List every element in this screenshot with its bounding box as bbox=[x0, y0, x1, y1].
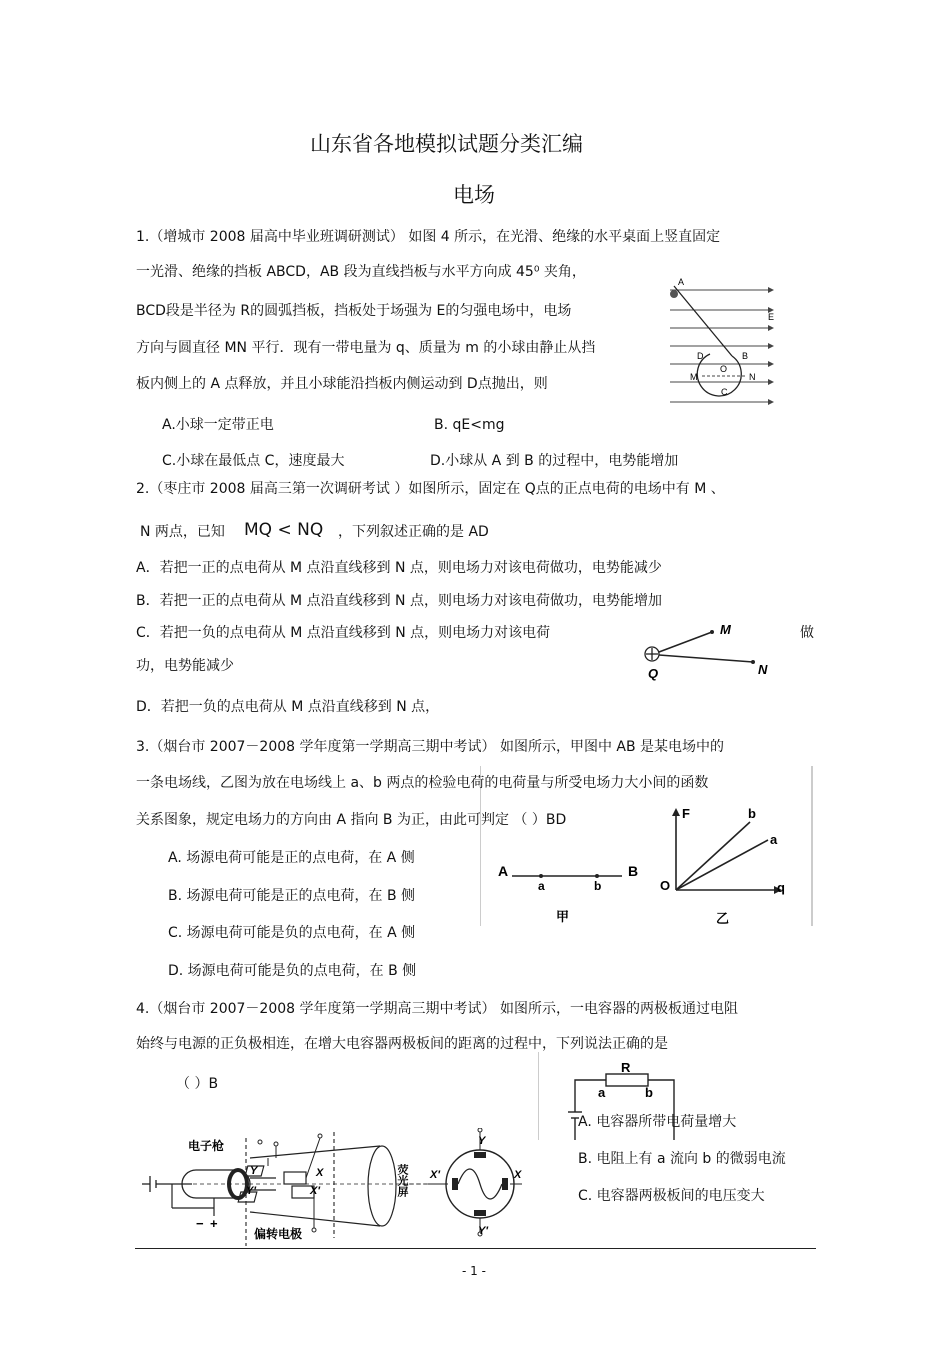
fig1-label-o: O bbox=[720, 364, 728, 374]
q2-option-b: B．若把一正的点电荷从 M 点沿直线移到 N 点，则电场力对该电荷做功，电势能增加 bbox=[136, 593, 662, 609]
screen-label-xp: X′ bbox=[430, 1169, 440, 1181]
q3-option-d: D. 场源电荷可能是负的点电荷，在 B 侧 bbox=[168, 963, 417, 979]
circuit-label-r: R bbox=[621, 1060, 631, 1075]
q4-line1: 4.（烟台市 2007－2008 学年度第一学期高三期中考试） 如图所示，一电容器的两极板通过电阻 bbox=[136, 1001, 738, 1017]
crt-oscilloscope-figure bbox=[142, 1128, 547, 1246]
fig3-line-a: a bbox=[770, 832, 778, 847]
fig3-line-b: b bbox=[748, 806, 756, 821]
q1-line4: 方向与圆直径 MN 平行．现有一带电量为 q、质量为 m 的小球由静止从挡 bbox=[136, 340, 596, 356]
fig1-label-n: N bbox=[749, 372, 756, 382]
crt-label-yp: Y′ bbox=[246, 1185, 256, 1197]
fig1-label-m: M bbox=[690, 372, 698, 382]
q4-answer: （ ）B bbox=[176, 1076, 219, 1092]
fig3-origin: O bbox=[660, 878, 671, 893]
screen-label-x: X bbox=[514, 1169, 522, 1181]
crt-label-gun: 电子枪 bbox=[188, 1139, 225, 1153]
q1-option-d: D.小球从 A 到 B 的过程中，电势能增加 bbox=[430, 453, 679, 469]
crt-label-y: Y bbox=[250, 1165, 258, 1177]
q2-line2b: ，下列叙述正确的是 AD bbox=[338, 524, 489, 540]
crt-label-electrodes: 偏转电极 bbox=[254, 1227, 303, 1241]
fig2-label-n: N bbox=[758, 662, 768, 677]
q4-option-c: C. 电容器两极板间的电压变大 bbox=[578, 1188, 765, 1204]
q1-option-a: A.小球一定带正电 bbox=[162, 417, 274, 433]
q2-option-c-cont: 功，电势能减少 bbox=[136, 658, 234, 674]
q1-line3: BCD段是半径为 R的圆弧挡板，挡板处于场强为 E的匀强电场中，电场 bbox=[136, 303, 572, 319]
q2-inequality: MQ < NQ bbox=[244, 520, 324, 540]
q3-line1: 3.（烟台市 2007－2008 学年度第一学期高三期中考试） 如图所示，甲图中 AB 是某电场中的 bbox=[136, 739, 725, 755]
fig3-caption-yi: 乙 bbox=[716, 911, 730, 926]
fig3-label-a: a bbox=[538, 879, 545, 893]
fig3-axis-f: F bbox=[682, 806, 690, 821]
fig1-label-c: C bbox=[721, 387, 728, 397]
q2-line2a: N 两点，已知 bbox=[140, 524, 225, 540]
crt-label-xp: X′ bbox=[310, 1185, 320, 1197]
q1-option-b: B. qE<mg bbox=[434, 417, 505, 433]
fig3-label-b: b bbox=[594, 879, 602, 893]
screen-label-yp: Y′ bbox=[478, 1225, 488, 1237]
q3-option-a: A. 场源电荷可能是正的点电荷，在 A 侧 bbox=[168, 850, 415, 866]
q3-option-b: B. 场源电荷可能是正的点电荷，在 B 侧 bbox=[168, 888, 416, 904]
crt-label-minus: − bbox=[196, 1216, 204, 1231]
fig2-label-q: Q bbox=[648, 666, 659, 681]
page-number: - 1 - bbox=[462, 1264, 486, 1278]
q4-option-a: A. 电容器所带电荷量增大 bbox=[578, 1114, 737, 1130]
screen-label-y: Y bbox=[478, 1135, 486, 1147]
q2-option-c-tail: 做 bbox=[800, 625, 814, 641]
q3-line2: 一条电场线，乙图为放在电场线上 a、b 两点的检验电荷的电荷量与所受电场力大小间的函数 bbox=[136, 775, 709, 791]
q4-option-b: B. 电阻上有 a 流向 b 的微弱电流 bbox=[578, 1151, 786, 1167]
page-title: 山东省各地模拟试题分类汇编 bbox=[310, 132, 583, 156]
q3-line3: 关系图象，规定电场力的方向由 A 指向 B 为正，由此可判定 （ ）BD bbox=[136, 812, 567, 828]
q2-option-d: D．若把一负的点电荷从 M 点沿直线移到 N 点， bbox=[136, 699, 440, 715]
q3-option-c: C. 场源电荷可能是负的点电荷，在 A 侧 bbox=[168, 925, 416, 941]
q2-charge-figure bbox=[640, 618, 780, 682]
crt-label-screen: 荧光屏 bbox=[396, 1164, 408, 1197]
fig1-label-b: B bbox=[742, 351, 749, 361]
fig3-label-b-end: B bbox=[628, 863, 639, 879]
fig3-label-a-end: A bbox=[498, 863, 509, 879]
q1-line5: 板内侧上的 A 点释放，并且小球能沿挡板内侧运动到 D点抛出，则 bbox=[136, 376, 548, 392]
fig1-label-a: A bbox=[678, 277, 685, 287]
q1-option-c: C.小球在最低点 C，速度最大 bbox=[162, 453, 345, 469]
fig3-axis-q: q bbox=[777, 880, 785, 895]
fig3-caption-jia: 甲 bbox=[556, 909, 570, 924]
fig1-label-e: E bbox=[768, 312, 775, 322]
fig1-label-d: D bbox=[697, 351, 704, 361]
crt-label-x: X bbox=[316, 1167, 324, 1179]
q2-option-c: C．若把一负的点电荷从 M 点沿直线移到 N 点，则电场力对该电荷 bbox=[136, 625, 551, 641]
footer-rule bbox=[135, 1248, 816, 1249]
q2-line1: 2.（枣庄市 2008 届高三第一次调研考试 ）如图所示，固定在 Q点的正点电荷的电场中有 M 、 bbox=[136, 481, 725, 497]
section-title: 电场 bbox=[453, 183, 495, 207]
q1-line2: 一光滑、绝缘的挡板 ABCD，AB 段为直线挡板与水平方向成 45⁰ 夹角， bbox=[136, 264, 586, 280]
crt-label-plus: + bbox=[210, 1216, 218, 1231]
q4-line2: 始终与电源的正负极相连，在增大电容器两极板间的距离的过程中，下列说法正确的是 bbox=[136, 1036, 668, 1052]
circuit-label-a: a bbox=[598, 1085, 606, 1100]
q1-line1: 1.（增城市 2008 届高中毕业班调研测试） 如图 4 所示，在光滑、绝缘的水平桌面上竖直固定 bbox=[136, 229, 721, 245]
q3-field-line-figure bbox=[480, 766, 815, 928]
q2-option-a: A．若把一正的点电荷从 M 点沿直线移到 N 点，则电场力对该电荷做功，电势能减少 bbox=[136, 560, 662, 576]
fig2-label-m: M bbox=[720, 622, 731, 637]
circuit-label-b: b bbox=[645, 1085, 653, 1100]
q1-field-figure bbox=[660, 272, 780, 412]
